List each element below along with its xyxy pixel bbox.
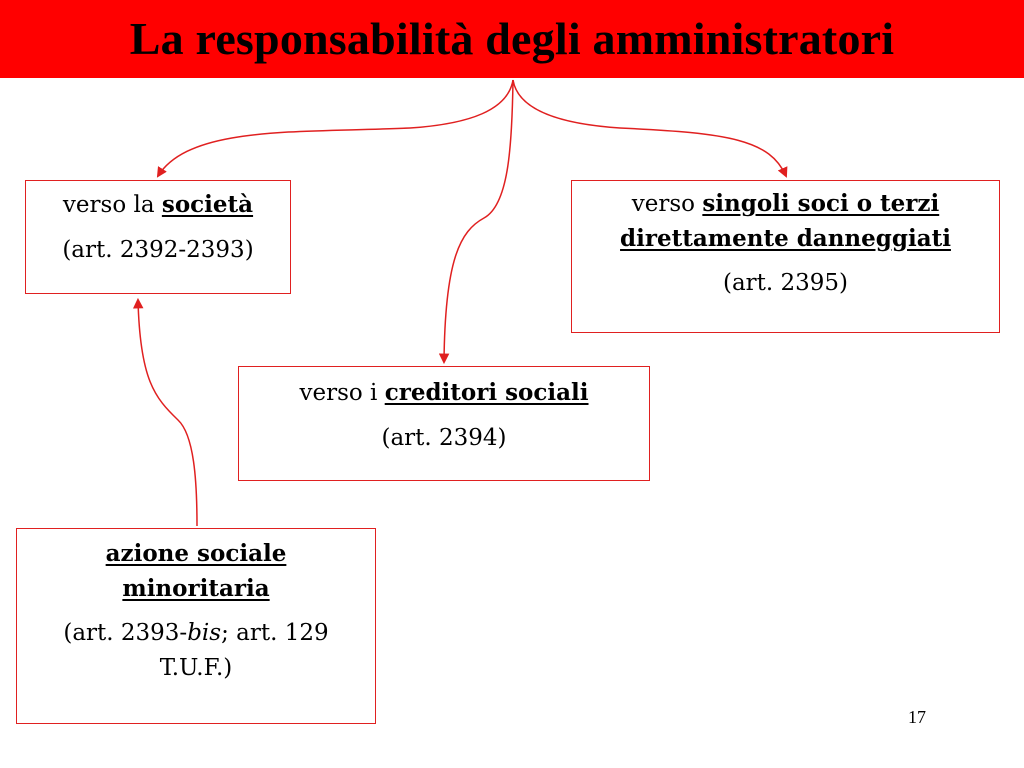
box-creditori-reference: (art. 2394): [381, 424, 507, 451]
box-societa-emphasis: società: [161, 191, 254, 218]
box-verso-soci-terzi: [571, 180, 1000, 333]
box-azione-emphasis-line1: azione sociale: [105, 540, 287, 567]
box-societa-heading: [26, 187, 290, 224]
box-soci-prefix: verso: [631, 191, 703, 217]
arrow-to-societa: [158, 80, 513, 176]
box-creditori-emphasis: creditori sociali: [384, 379, 589, 406]
slide-title: La responsabilità degli amministratori: [129, 13, 895, 64]
box-verso-creditori: [238, 366, 650, 481]
box-soci-heading: [572, 187, 999, 256]
box-azione-reference-italic: bis: [187, 620, 222, 646]
box-azione-reference: [17, 616, 375, 685]
box-azione-reference-suffix: ; art. 129: [221, 620, 329, 646]
arrow-azione-to-societa: [138, 300, 197, 526]
page-number: 17: [908, 707, 926, 727]
box-azione-emphasis-line2: minoritaria: [122, 574, 270, 602]
box-azione-sociale-minoritaria: [16, 528, 376, 724]
box-soci-reference: (art. 2395): [722, 270, 849, 296]
box-azione-reference-line2: T.U.F.): [159, 654, 233, 681]
box-verso-societa: [25, 180, 291, 294]
box-azione-reference-prefix: (art. 2393-: [63, 620, 188, 646]
arrow-to-soci-terzi: [513, 80, 786, 176]
box-creditori-prefix: verso i: [299, 380, 385, 406]
box-soci-emphasis-line2: direttamente danneggiati: [620, 224, 951, 252]
box-soci-emphasis-line1: singoli soci o terzi: [702, 190, 940, 217]
box-azione-heading: [17, 537, 375, 606]
box-societa-prefix: verso la: [62, 192, 162, 218]
box-societa-reference: (art. 2392-2393): [62, 236, 254, 263]
box-creditori-heading: [239, 375, 649, 412]
